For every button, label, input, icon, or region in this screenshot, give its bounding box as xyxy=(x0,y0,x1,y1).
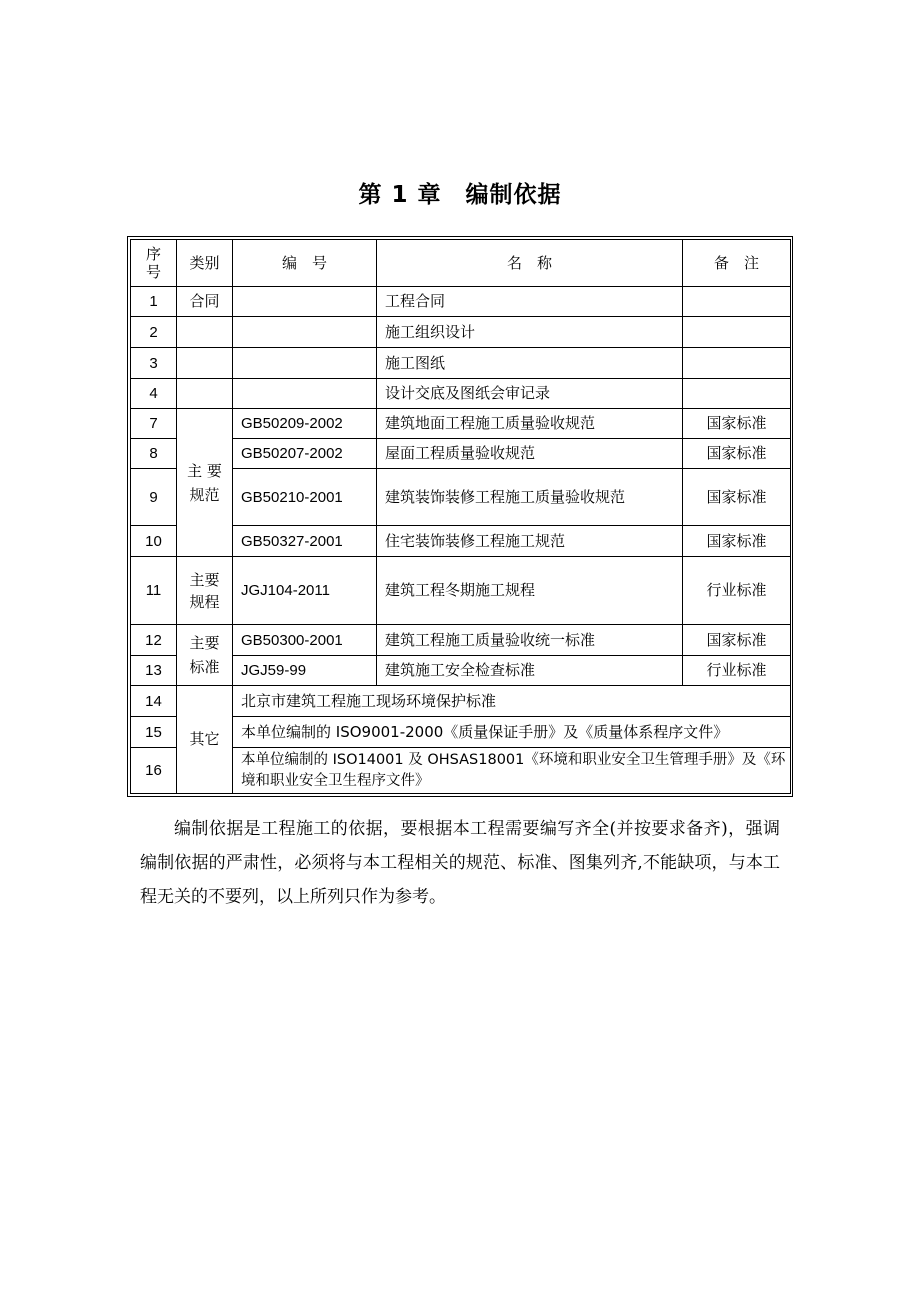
table-row xyxy=(131,317,791,348)
row-code xyxy=(233,287,377,317)
row-seq: 15 xyxy=(131,717,177,748)
row-category: 主要规程 xyxy=(177,557,233,625)
row-code xyxy=(233,348,377,379)
row-code: GB50209-2002 xyxy=(233,409,377,439)
header-note: 备 注 xyxy=(683,240,791,287)
table-row xyxy=(131,625,791,656)
row-merged-name: 本单位编制的 ISO9001-2000《质量保证手册》及《质量体系程序文件》 xyxy=(233,717,791,748)
row-code: JGJ59-99 xyxy=(233,656,377,686)
row-name: 建筑施工安全检查标准 xyxy=(377,656,683,686)
row-note: 国家标准 xyxy=(683,625,791,656)
header-code: 编 号 xyxy=(233,240,377,287)
row-note xyxy=(683,379,791,409)
row-name: 工程合同 xyxy=(377,287,683,317)
row-seq: 12 xyxy=(131,625,177,656)
row-name: 设计交底及图纸会审记录 xyxy=(377,379,683,409)
header-name: 名 称 xyxy=(377,240,683,287)
row-category xyxy=(177,317,233,348)
row-seq: 11 xyxy=(131,557,177,625)
row-category: 其它 xyxy=(177,686,233,794)
row-name: 屋面工程质量验收规范 xyxy=(377,439,683,469)
table-row xyxy=(131,287,791,317)
row-category: 主要标准 xyxy=(177,625,233,686)
row-note: 国家标准 xyxy=(683,526,791,557)
table-row xyxy=(131,557,791,625)
row-name: 住宅装饰装修工程施工规范 xyxy=(377,526,683,557)
row-code: GB50327-2001 xyxy=(233,526,377,557)
row-note: 国家标准 xyxy=(683,409,791,439)
row-category: 主 要规范 xyxy=(177,409,233,557)
row-seq: 2 xyxy=(131,317,177,348)
row-name: 建筑装饰装修工程施工质量验收规范 xyxy=(377,469,683,526)
table-row xyxy=(131,686,791,717)
row-code xyxy=(233,317,377,348)
row-name: 施工图纸 xyxy=(377,348,683,379)
row-code: GB50207-2002 xyxy=(233,439,377,469)
chapter-title: 第 1 章 编制依据 xyxy=(358,182,562,208)
row-seq: 1 xyxy=(131,287,177,317)
row-category xyxy=(177,348,233,379)
row-category xyxy=(177,379,233,409)
row-code: GB50300-2001 xyxy=(233,625,377,656)
row-name: 建筑工程冬期施工规程 xyxy=(377,557,683,625)
row-note: 国家标准 xyxy=(683,469,791,526)
row-code: JGJ104-2011 xyxy=(233,557,377,625)
row-code: GB50210-2001 xyxy=(233,469,377,526)
row-note xyxy=(683,287,791,317)
body-paragraph xyxy=(140,812,780,914)
row-name: 建筑工程施工质量验收统一标准 xyxy=(377,625,683,656)
paragraph-text: 编制依据是工程施工的依据，要根据本工程需要编写齐全(并按要求备齐)，强调编制依据的严肃性，必须将与本工程相关的规范、标准、图集列齐,不能缺项，与本工程无关的不要列，以上所列只作为参考。 xyxy=(140,819,780,907)
header-seq: 序号 xyxy=(131,240,177,287)
row-note xyxy=(683,317,791,348)
row-seq: 13 xyxy=(131,656,177,686)
row-seq: 10 xyxy=(131,526,177,557)
table-header-row xyxy=(131,240,791,287)
row-seq: 4 xyxy=(131,379,177,409)
row-category: 合同 xyxy=(177,287,233,317)
row-code xyxy=(233,379,377,409)
row-name: 施工组织设计 xyxy=(377,317,683,348)
row-name: 建筑地面工程施工质量验收规范 xyxy=(377,409,683,439)
row-seq: 16 xyxy=(131,748,177,794)
table-row xyxy=(131,348,791,379)
basis-table xyxy=(130,239,791,794)
row-note xyxy=(683,348,791,379)
row-note: 行业标准 xyxy=(683,656,791,686)
row-merged-name: 本单位编制的 ISO14001 及 OHSAS18001《环境和职业安全卫生管理手册》及《环境和职业安全卫生程序文件》 xyxy=(233,748,791,794)
row-merged-name: 北京市建筑工程施工现场环境保护标准 xyxy=(233,686,791,717)
row-seq: 8 xyxy=(131,439,177,469)
header-category: 类别 xyxy=(177,240,233,287)
basis-table-frame xyxy=(127,236,793,797)
row-note: 行业标准 xyxy=(683,557,791,625)
table-row xyxy=(131,379,791,409)
row-seq: 3 xyxy=(131,348,177,379)
row-seq: 9 xyxy=(131,469,177,526)
row-seq: 7 xyxy=(131,409,177,439)
table-row xyxy=(131,409,791,439)
row-seq: 14 xyxy=(131,686,177,717)
row-note: 国家标准 xyxy=(683,439,791,469)
